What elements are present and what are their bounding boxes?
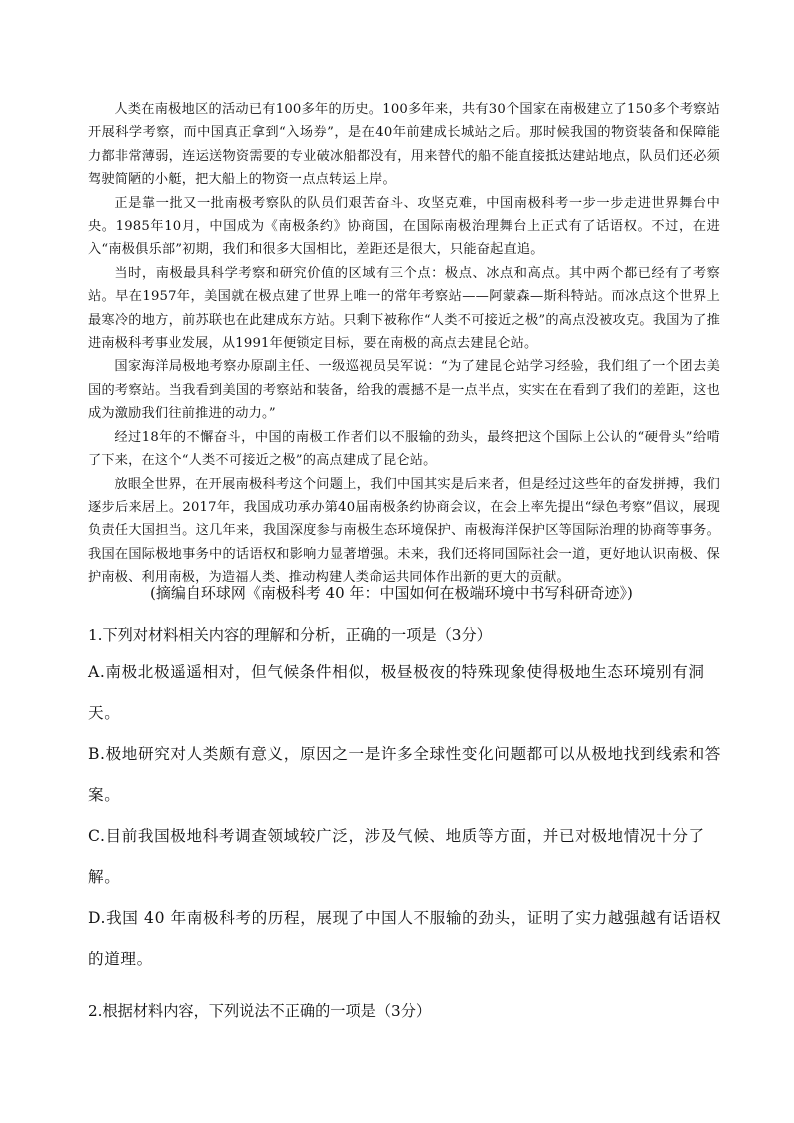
question-1-option-d: D.我国 40 年南极科考的历程，展现了中国人不服输的劲头，证明了实力越强越有话语权的道理。 bbox=[88, 909, 722, 968]
passage-paragraph-4: 国家海洋局极地考察办原副主任、一级巡视员吴军说：“为了建昆仑站学习经验，我们组了一个团去美国的考察站。当我看到美国的考察站和装备，给我的震撼不是一点半点，实实在在看到了我们的差距，这也成为激励我们往前推进的动力。” bbox=[88, 359, 720, 422]
passage-paragraph-5: 经过18年的不懈奋斗，中国的南极工作者们以不服输的劲头，最终把这个国际上公认的“硬骨头”给啃了下来，在这个“人类不可接近之极”的高点建成了昆仑站。 bbox=[88, 429, 720, 469]
question-1-option-a: A.南极北极遥遥相对，但气候条件相似，极昼极夜的特殊现象使得极地生态环境别有洞天。 bbox=[88, 663, 705, 722]
question-2-stem bbox=[88, 1000, 738, 1022]
passage-source: (摘编自环球网《南极科考 40 年：中国如何在极端环境中书写科研奇迹》) bbox=[150, 584, 633, 602]
question-stem: 2.根据材料内容，下列说法不正确的一项是（3分） bbox=[88, 1002, 432, 1020]
question-1-option-c: C.目前我国极地科考调查领域较广泛，涉及气候、地质等方面，并已对极地情况十分了解。 bbox=[88, 827, 705, 886]
passage-paragraph-2: 正是靠一批又一批南极考察队的队员们艰苦奋斗、攻坚克难，中国南极科考一步一步走进世界舞台中央。1985年10月，中国成为《南极条约》协商国，在国际南极治理舞台上正式有了话语权。不过，在进入“南极俱乐部”初期，我们和很多大国相比，差距还是很大，只能奋起直追。 bbox=[88, 195, 720, 258]
passage-paragraph-1: 人类在南极地区的活动已有100多年的历史。100多年来，共有30个国家在南极建立了150多个考察站开展科学考察，而中国真正拿到“入场券”，是在40年前建成长城站之后。那时候我国的物资装备和保障能力都非常薄弱，连运送物资需要的专业破冰船都没有，用来替代的船不能直接抵达建站地点，队员们还必须驾驶简陋的小艇，把大船上的物资一点点转运上岸。 bbox=[88, 102, 720, 188]
question-1-stem bbox=[88, 624, 738, 646]
reading-passage bbox=[88, 98, 720, 590]
question-stem: 1.下列对材料相关内容的理解和分析，正确的一项是（3分） bbox=[88, 626, 492, 644]
passage-paragraph-6: 放眼全世界，在开展南极科考这个问题上，我们中国其实是后来者，但是经过这些年的奋发拼搏，我们逐步后来居上。2017年，我国成功承办第40届南极条约协商会议，在会上率先提出“绿色考察”倡议，展现负责任大国担当。这几年来，我国深度参与南极生态环境保护、南极海洋保护区等国际治理的协商等事务。我国在国际极地事务中的话语权和影响力显著增强。未来，我们还将同国际社会一道，更好地认识南极、保护南极、利用南极，为造福人类、推动构建人类命运共同体作出新的更大的贡献。 bbox=[88, 476, 720, 586]
passage-paragraph-3: 当时，南极最具科学考察和研究价值的区域有三个点：极点、冰点和高点。其中两个都已经有了考察站。早在1957年，美国就在极点建了世界上唯一的常年考察站——阿蒙森—斯科特站。而冰点这个世界上最寒冷的地方，前苏联也在此建成东方站。只剩下被称作“人类不可接近之极”的高点没被攻克。我国为了推进南极科考事业发展，从1991年便锁定目标，要在南极的高点去建昆仑站。 bbox=[88, 265, 720, 352]
question-1-option-b: B.极地研究对人类颇有意义，原因之一是许多全球性变化问题都可以从极地找到线索和答案。 bbox=[88, 745, 721, 804]
